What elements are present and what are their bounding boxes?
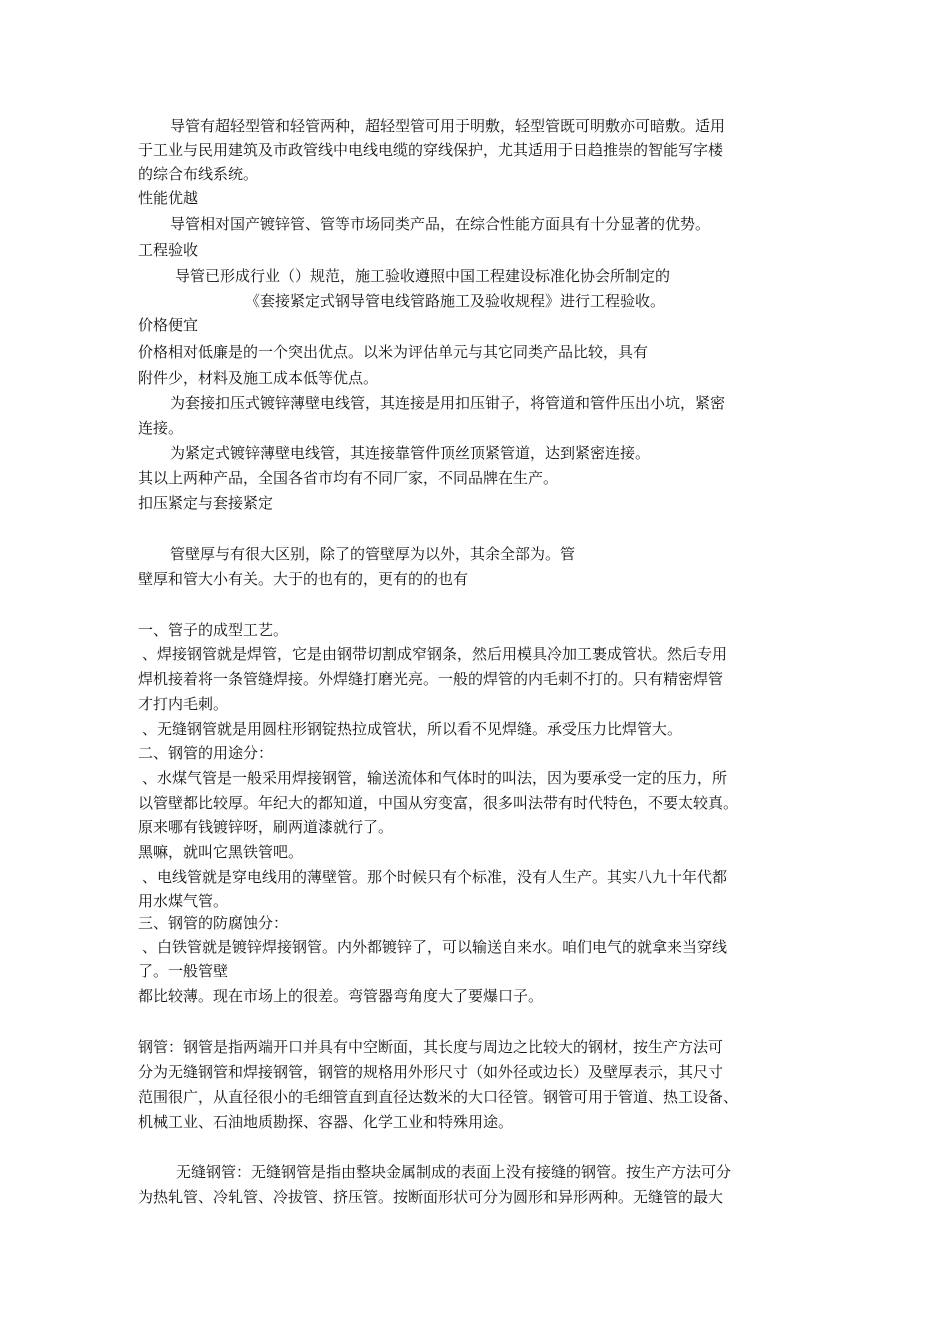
text-line: 导管相对国产镀锌管、管等市场同类产品，在综合性能方面具有十分显著的优势。: [170, 215, 711, 233]
text-line: 、无缝钢管就是用圆柱形钢锭热拉成管状，所以看不见焊缝。承受压力比焊管大。: [142, 720, 683, 738]
text-line: 其以上两种产品，全国各省市均有不同厂家，不同品牌在生产。: [138, 469, 559, 487]
text-line: 了。一般管壁: [138, 962, 229, 980]
text-line: 价格相对低廉是的一个突出优点。以米为评估单元与其它同类产品比较，具有: [138, 343, 649, 361]
text-line: 连接。: [138, 419, 184, 437]
text-line: 管壁厚与有很大区别，除了的管壁厚为以外，其余全部为。管: [170, 545, 576, 563]
text-line: 、水煤气管是一般采用焊接钢管，输送流体和气体时的叫法，因为要承受一定的压力，所: [142, 769, 728, 787]
text-line: 无缝钢管：无缝钢管是指由整块金属制成的表面上没有接缝的钢管。按生产方法可分: [176, 1163, 732, 1181]
text-line: 范围很广，从直径很小的毛细管直到直径达数米的大口径管。钢管可用于管道、热工设备、: [138, 1088, 739, 1106]
text-line: 为套接扣压式镀锌薄壁电线管，其连接是用扣压钳子，将管道和管件压出小坑，紧密: [170, 394, 726, 412]
section-heading: 扣压紧定与套接紧定: [138, 494, 274, 512]
text-line: 为紧定式镀锌薄壁电线管，其连接靠管件顶丝顶紧管道，达到紧密连接。: [170, 444, 651, 462]
text-line: 壁厚和管大小有关。大于的也有的，更有的的也有: [138, 570, 469, 588]
section-heading: 三、钢管的防腐蚀分：: [138, 914, 289, 932]
text-line: 以管壁都比较厚。年纪大的都知道，中国从穷变富，很多叫法带有时代特色，不要太较真。: [138, 794, 739, 812]
text-line: 导管已形成行业（）规范，施工验收遵照中国工程建设标准化协会所制定的: [175, 267, 671, 285]
text-line: 为热轧管、冷轧管、冷拔管、挤压管。按断面形状可分为圆形和异形两种。无缝管的最大: [138, 1188, 724, 1206]
section-heading: 一、管子的成型工艺。: [138, 621, 289, 639]
text-line: 、电线管就是穿电线用的薄壁管。那个时候只有个标准，没有人生产。其实八九十年代都: [142, 868, 728, 886]
text-line: 导管有超轻型管和轻管两种，超轻型管可用于明敷，轻型管既可明敷亦可暗敷。适用: [170, 117, 726, 135]
text-line: 《套接紧定式钢导管电线管路施工及验收规程》进行工程验收。: [245, 292, 666, 310]
text-line: 黑嘛，就叫它黑铁管吧。: [138, 843, 304, 861]
text-line: 才打内毛刺。: [138, 695, 229, 713]
text-line: 、焊接钢管就是焊管，它是由钢带切割成窄钢条，然后用模具冷加工裹成管状。然后专用: [142, 645, 728, 663]
text-line: 的综合布线系统。: [138, 165, 259, 183]
text-line: 机械工业、石油地质勘探、容器、化学工业和特殊用途。: [138, 1113, 514, 1131]
section-heading: 价格便宜: [138, 316, 199, 334]
text-line: 附件少，材料及施工成本低等优点。: [138, 369, 379, 387]
section-heading: 性能优越: [138, 189, 199, 207]
text-line: 钢管：钢管是指两端开口并具有中空断面，其长度与周边之比较大的钢材，按生产方法可: [138, 1038, 724, 1056]
text-line: 都比较薄。现在市场上的很差。弯管器弯角度大了要爆口子。: [138, 987, 544, 1005]
text-line: 用水煤气管。: [138, 892, 229, 910]
text-line: 、白铁管就是镀锌焊接钢管。内外都镀锌了，可以输送自来水。咱们电气的就拿来当穿线: [142, 938, 728, 956]
section-heading: 二、钢管的用途分：: [138, 744, 274, 762]
section-heading: 工程验收: [138, 241, 199, 259]
text-line: 于工业与民用建筑及市政管线中电线电缆的穿线保护，尤其适用于日趋推崇的智能写字楼: [138, 141, 724, 159]
text-line: 分为无缝钢管和焊接钢管，钢管的规格用外形尺寸（如外径或边长）及壁厚表示，其尺寸: [138, 1063, 724, 1081]
text-line: 原来哪有钱镀锌呀，刷两道漆就行了。: [138, 818, 394, 836]
text-line: 焊机接着将一条管缝焊接。外焊缝打磨光亮。一般的焊管的内毛刺不打的。只有精密焊管: [138, 670, 724, 688]
